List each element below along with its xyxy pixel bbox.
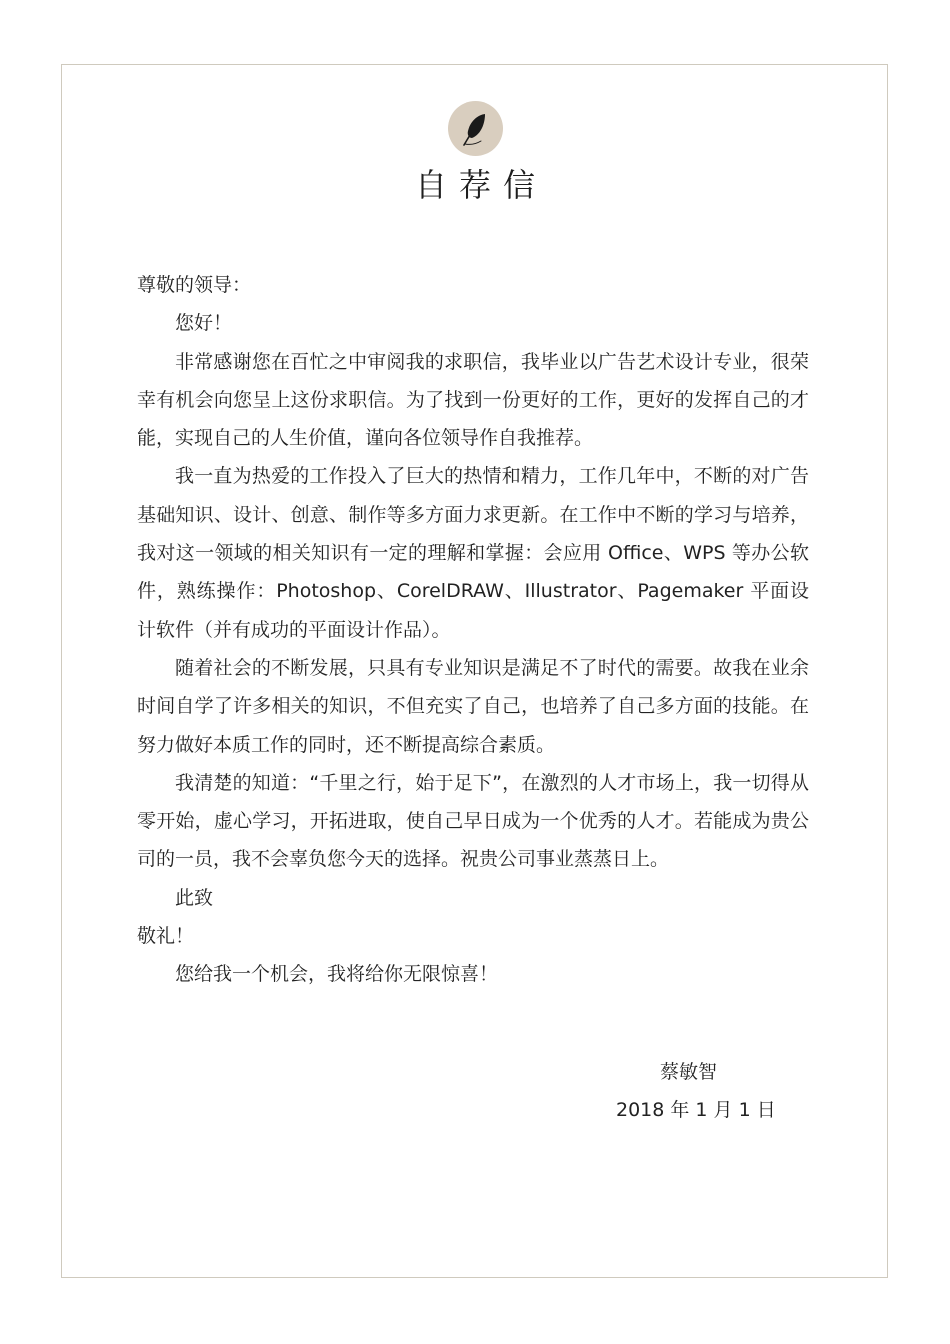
closing-line-1: 此致	[175, 886, 214, 909]
postscript: 您给我一个机会，我将给你无限惊喜！	[175, 963, 499, 986]
greeting: 您好！	[175, 312, 233, 335]
signature-date: 2018 年 1 月 1 日	[616, 1099, 776, 1121]
feather-quill-icon	[448, 101, 503, 156]
closing-line-2: 敬礼！	[137, 925, 195, 948]
paragraph-self-study: 随着社会的不断发展，只具有专业知识是满足不了时代的需要。故我在业余时间自学了许多相关的知识，不但充实了自己，也培养了自己多方面的技能。在努力做好本质工作的同时，还不断提高综合素质。	[137, 656, 809, 756]
page-title: 自荐信	[414, 166, 547, 204]
paragraph-commitment: 我清楚的知道：“千里之行，始于足下”，在激烈的人才市场上，我一切得从零开始，虚心学习，开拓进取，使自己早日成为一个优秀的人才。若能成为贵公司的一员，我不会辜负您今天的选择。祝贵公司事业蒸蒸日上。	[137, 771, 809, 871]
signature-name: 蔡敏智	[660, 1061, 718, 1083]
letter-body	[137, 266, 809, 994]
paragraph-intro: 非常感谢您在百忙之中审阅我的求职信，我毕业以广告艺术设计专业，很荣幸有机会向您呈上这份求职信。为了找到一份更好的工作，更好的发挥自己的才能，实现自己的人生价值，谨向各位领导作自我推荐。	[137, 350, 809, 450]
paragraph-experience: 我一直为热爱的工作投入了巨大的热情和精力，工作几年中，不断的对广告基础知识、设计、创意、制作等多方面力求更新。在工作中不断的学习与培养，我对这一领域的相关知识有一定的理解和掌握：会应用 Office、WPS 等办公软件，熟练操作：Photoshop、CorelDRAW、Illustrator、Pagemaker 平面设计软件（并有成功的平面设计作品）。	[137, 465, 809, 641]
salutation: 尊敬的领导：	[137, 274, 252, 296]
